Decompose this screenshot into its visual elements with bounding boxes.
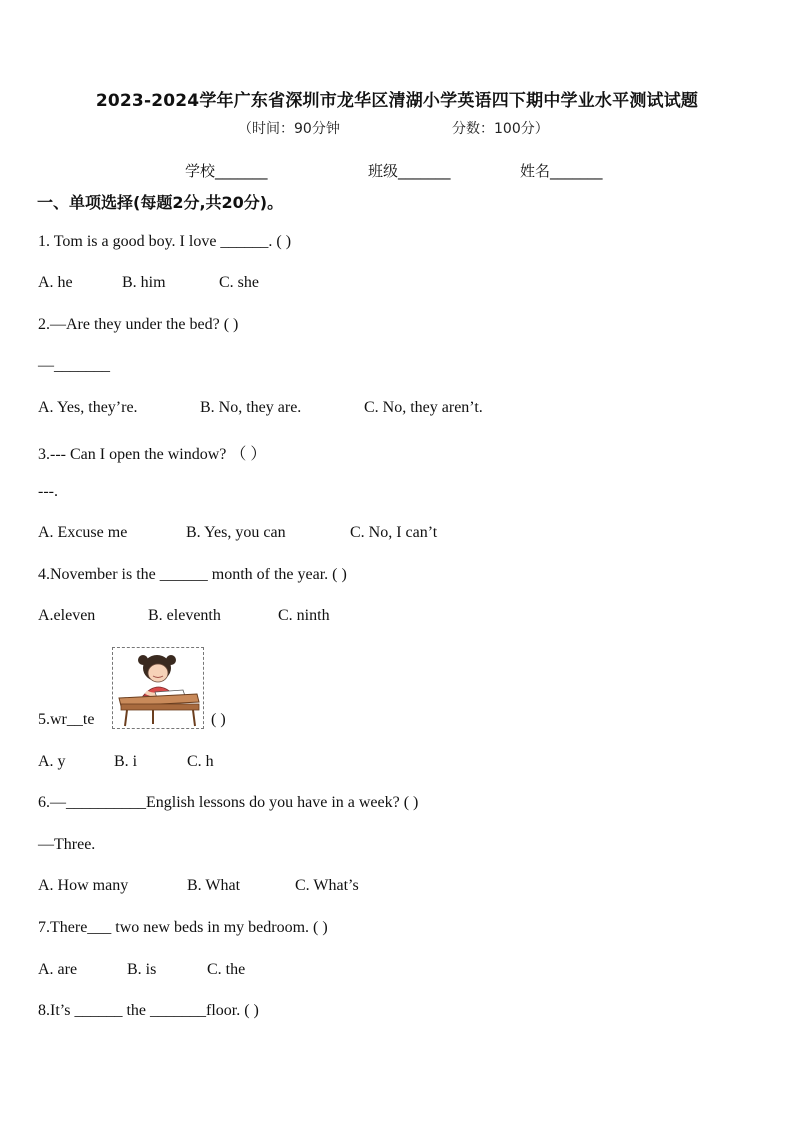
question-5: 5.wr__te	[38, 711, 95, 728]
question-3: 3.--- Can I open the window? （ ）	[38, 446, 267, 463]
option-a: A. are	[38, 961, 78, 978]
option-c: C. What’s	[295, 877, 359, 894]
question-4: 4.November is the ______ month of the year. ( )	[38, 566, 347, 583]
question-1: 1. Tom is a good boy. I love ______. ( )	[38, 233, 292, 250]
question-2: 2.—Are they under the bed? ( )	[38, 316, 239, 333]
question-7: 7.There___ two new beds in my bedroom. ( )	[38, 919, 328, 936]
question-6: 6.—__________English lessons do you have in a week? ( )	[38, 794, 419, 811]
option-a: A. he	[38, 274, 73, 291]
question-6-options	[38, 877, 359, 895]
option-b: B. eleventh	[148, 607, 221, 624]
option-a: A. Yes, they’re.	[38, 399, 138, 416]
girl-writing-drawing	[113, 648, 203, 728]
question-5-paren: ( )	[211, 711, 226, 728]
class-field: 班级_______	[368, 162, 451, 180]
option-a: A. y	[38, 753, 66, 770]
option-b: B. No, they are.	[200, 399, 302, 416]
girl-writing-illustration	[112, 647, 204, 729]
option-a: A.eleven	[38, 607, 96, 624]
option-c: C. she	[219, 274, 259, 291]
question-5-options	[38, 753, 214, 771]
question-8: 8.It’s ______ the _______floor. ( )	[38, 1002, 259, 1019]
option-b: B. is	[127, 961, 157, 978]
school-field: 学校_______	[185, 162, 268, 180]
option-c: C. No, I can’t	[350, 524, 438, 541]
option-b: B. What	[187, 877, 241, 894]
question-3-answer-line: ---.	[38, 483, 58, 500]
section-heading: 一、单项选择(每题2分,共20分)。	[37, 193, 284, 212]
option-c: C. No, they aren’t.	[364, 399, 483, 416]
option-a: A. How many	[38, 877, 129, 894]
question-1-options	[38, 274, 259, 292]
option-b: B. him	[122, 274, 166, 291]
option-c: C. the	[207, 961, 246, 978]
question-7-options	[38, 961, 245, 979]
question-2-options	[38, 399, 483, 417]
option-b: B. i	[114, 753, 138, 770]
question-6-answer-line: —Three.	[38, 836, 96, 853]
option-c: C. h	[187, 753, 214, 770]
question-2-answer-line: —_______	[38, 357, 110, 374]
name-field: 姓名_______	[520, 162, 603, 180]
question-3-options	[38, 524, 437, 542]
option-b: B. Yes, you can	[186, 524, 286, 541]
question-4-options	[38, 607, 330, 625]
option-c: C. ninth	[278, 607, 330, 624]
exam-score: 分数：100分）	[452, 121, 549, 137]
option-a: A. Excuse me	[38, 524, 128, 541]
exam-time: （时间：90分钟	[238, 121, 340, 137]
page-title: 2023-2024学年广东省深圳市龙华区清湖小学英语四下期中学业水平测试试题	[95, 91, 699, 111]
